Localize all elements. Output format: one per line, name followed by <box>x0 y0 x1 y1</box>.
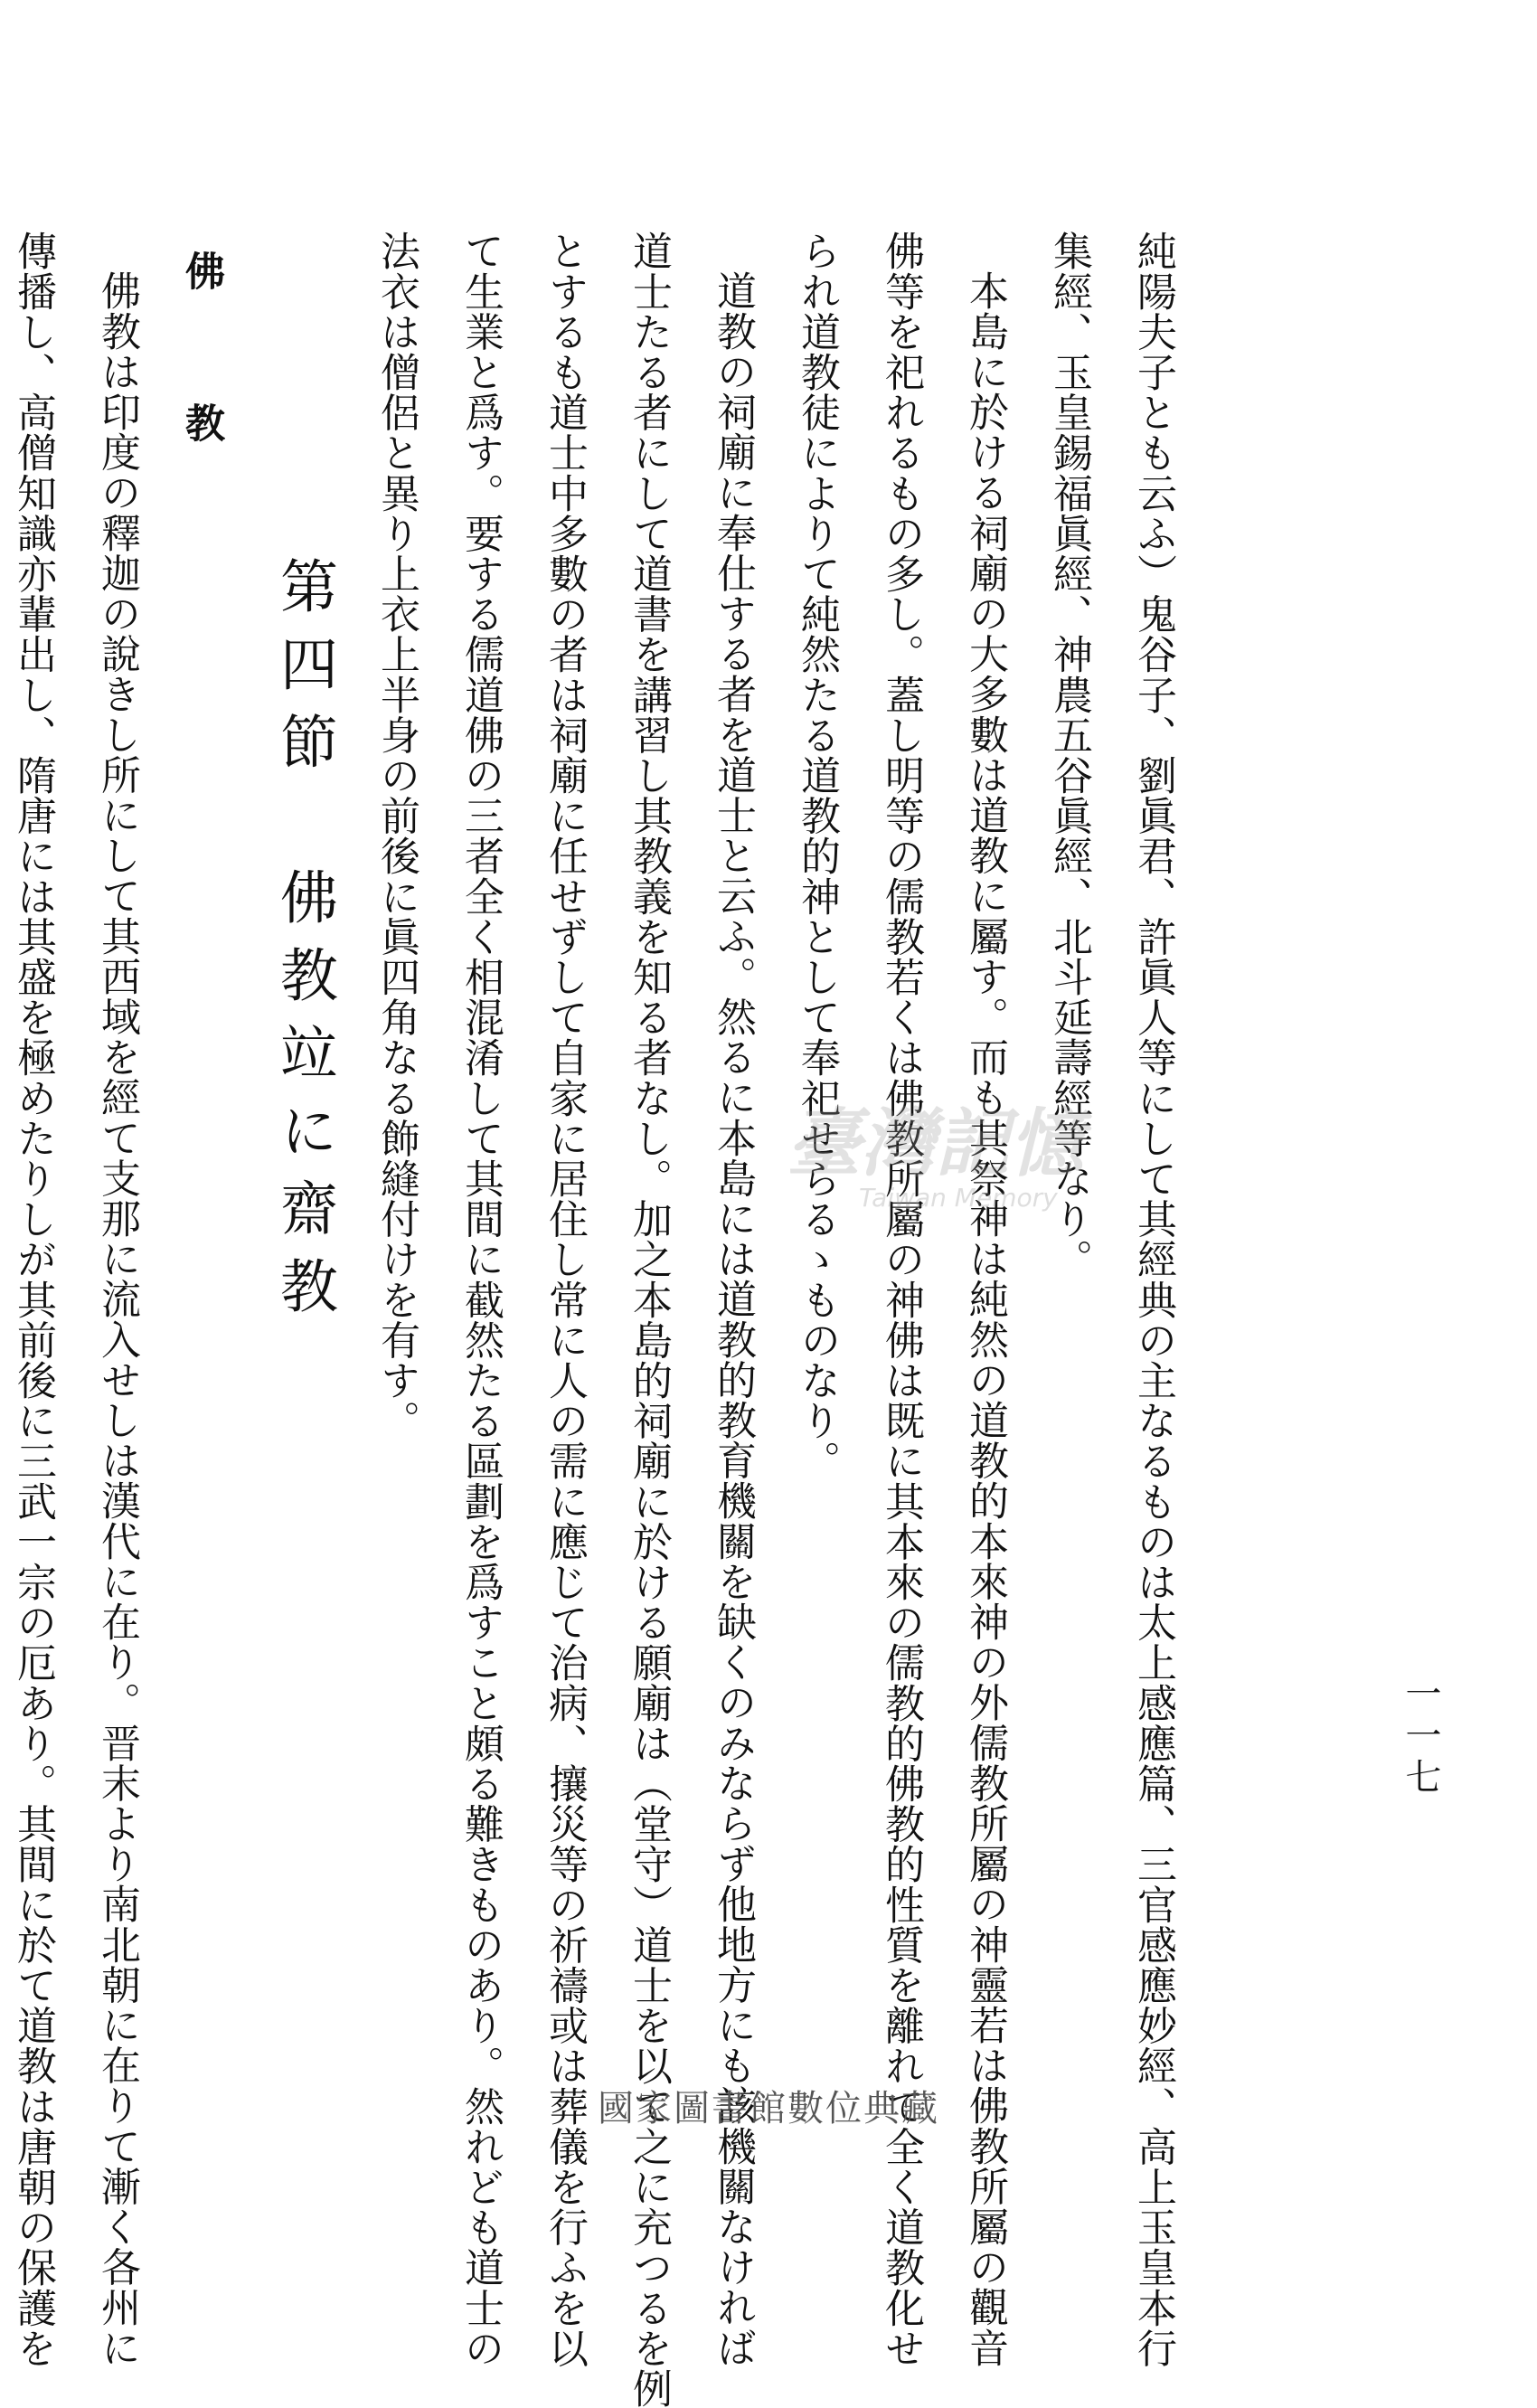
subheading: 佛 教 <box>178 250 224 478</box>
text-column-12: 傳播し、高僧知識亦輩出し、隋唐には其盛を極めたりしが其前後に三武一宗の厄あり。其間に於て道教は唐朝の保護を <box>10 231 56 2368</box>
text-column-7: 道士たる者にして道書を講習し其教義を知る者なし。加之本島的祠廟に於ける願廟は（堂守）道士を以て之に充つるを例 <box>626 231 672 2408</box>
footer-collection-label: 國家圖書館數位典藏 <box>598 2088 939 2129</box>
text-column-3: 本島に於ける祠廟の大多數は道教に屬す。而も其祭神は純然の道教的本來神の外儒教所屬の神靈若は佛教所屬の觀音 <box>962 270 1008 2368</box>
watermark-text-en: Taiwan Memory <box>859 1183 1058 1213</box>
page-number: 一一七 <box>1400 1675 1441 1799</box>
text-column-8: とするも道士中多數の者は祠廟に任せずして自家に居住し常に人の需に應じて治病、攘災等の祈禱或は葬儀を行ふを以 <box>542 231 588 2368</box>
text-column-4: 佛等を祀れるもの多し。蓋し明等の儒教若くは佛教所屬の神佛は既に其本來の儒教的佛教的性質を離れて全く道教化せ <box>878 231 924 2368</box>
text-column-10: 法衣は僧侶と異り上衣上半身の前後に眞四角なる飾縫付けを有す。 <box>373 231 420 1440</box>
text-column-1: 純陽夫子とも云ふ）鬼谷子、劉眞君、許眞人等にして其經典の主なるものは太上感應篇、三官感應妙經、高上玉皇本行 <box>1130 231 1176 2368</box>
text-column-6: 道教の祠廟に奉仕する者を道士と云ふ。然るに本島には道教的教育機關を缺くのみならず他地方にも該機關なければ <box>710 270 756 2368</box>
text-column-11: 佛教は印度の釋迦の說きし所にして其西域を經て支那に流入せしは漢代に在り。晋末より南北朝に在りて漸く各州に <box>94 270 140 2368</box>
text-column-2: 集經、玉皇錫福眞經、神農五谷眞經、北斗延壽經等なり。 <box>1046 231 1092 1280</box>
section-title: 第四節 佛教竝に齋教 <box>270 556 337 1334</box>
text-column-9: て生業と爲す。要する儒道佛の三者全く相混淆して其間に截然たる區劃を爲すこと頗る難きものあり。然れども道士の <box>457 231 504 2368</box>
text-column-5: られ道教徒によりて純然たる道教的神として奉祀せらるゝものなり。 <box>794 231 840 1481</box>
watermark-text-cn: 臺灣記憶 <box>787 1100 1083 1187</box>
